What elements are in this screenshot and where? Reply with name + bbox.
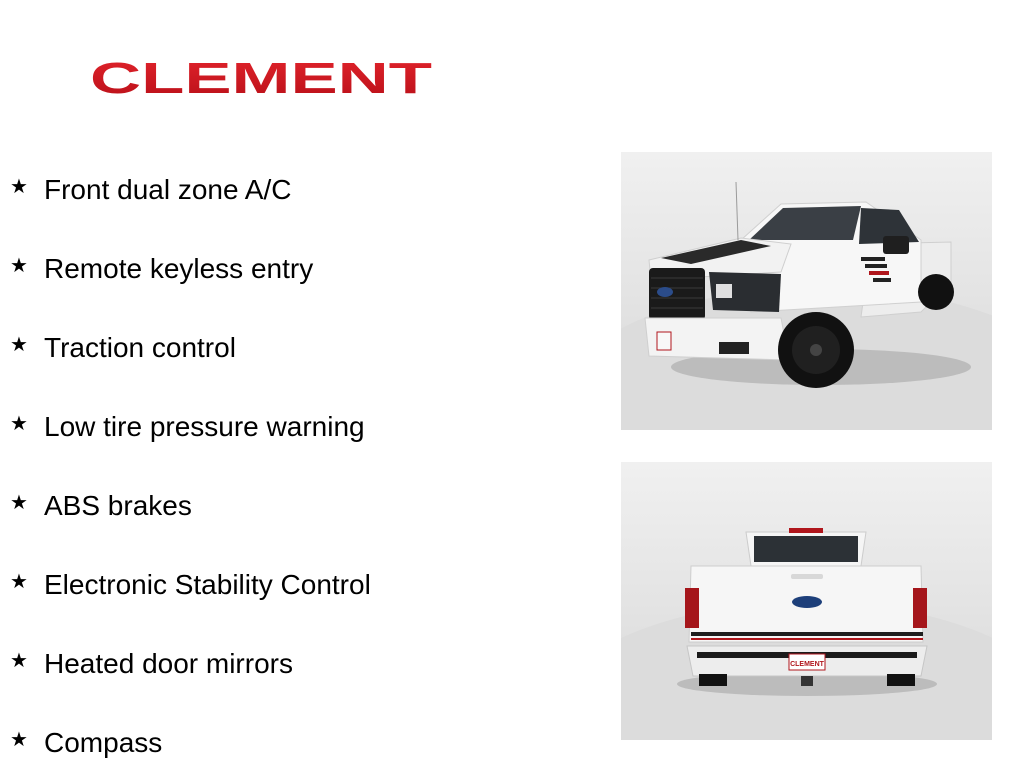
feature-label: Traction control: [44, 331, 236, 363]
feature-label: Heated door mirrors: [44, 647, 293, 679]
truck-front-photo: [621, 152, 992, 430]
star-icon: ★: [10, 173, 28, 198]
feature-item: [10, 150, 371, 229]
truck-rear-photo: [621, 462, 992, 740]
feature-item: [10, 308, 371, 387]
star-icon: ★: [10, 252, 28, 277]
feature-label: Front dual zone A/C: [44, 173, 292, 205]
feature-label: Remote keyless entry: [44, 252, 314, 284]
star-icon: ★: [10, 647, 28, 672]
feature-label: Compass: [44, 726, 163, 758]
star-icon: ★: [10, 410, 28, 435]
star-icon: ★: [10, 568, 28, 593]
feature-item: [10, 466, 371, 545]
star-icon: ★: [10, 726, 28, 751]
feature-list: [10, 150, 371, 768]
clement-logo: [88, 54, 434, 100]
plate-text: CLEMENT: [790, 661, 824, 668]
feature-label: ABS brakes: [44, 489, 192, 521]
feature-item: [10, 624, 371, 703]
feature-item: [10, 229, 371, 308]
star-icon: ★: [10, 331, 28, 356]
feature-item: [10, 387, 371, 466]
star-icon: ★: [10, 489, 28, 514]
feature-item: [10, 545, 371, 624]
feature-label: Low tire pressure warning: [44, 410, 365, 442]
logo-text: CLEMENT: [90, 54, 433, 100]
feature-label: Electronic Stability Control: [44, 568, 371, 600]
feature-item: [10, 703, 371, 768]
